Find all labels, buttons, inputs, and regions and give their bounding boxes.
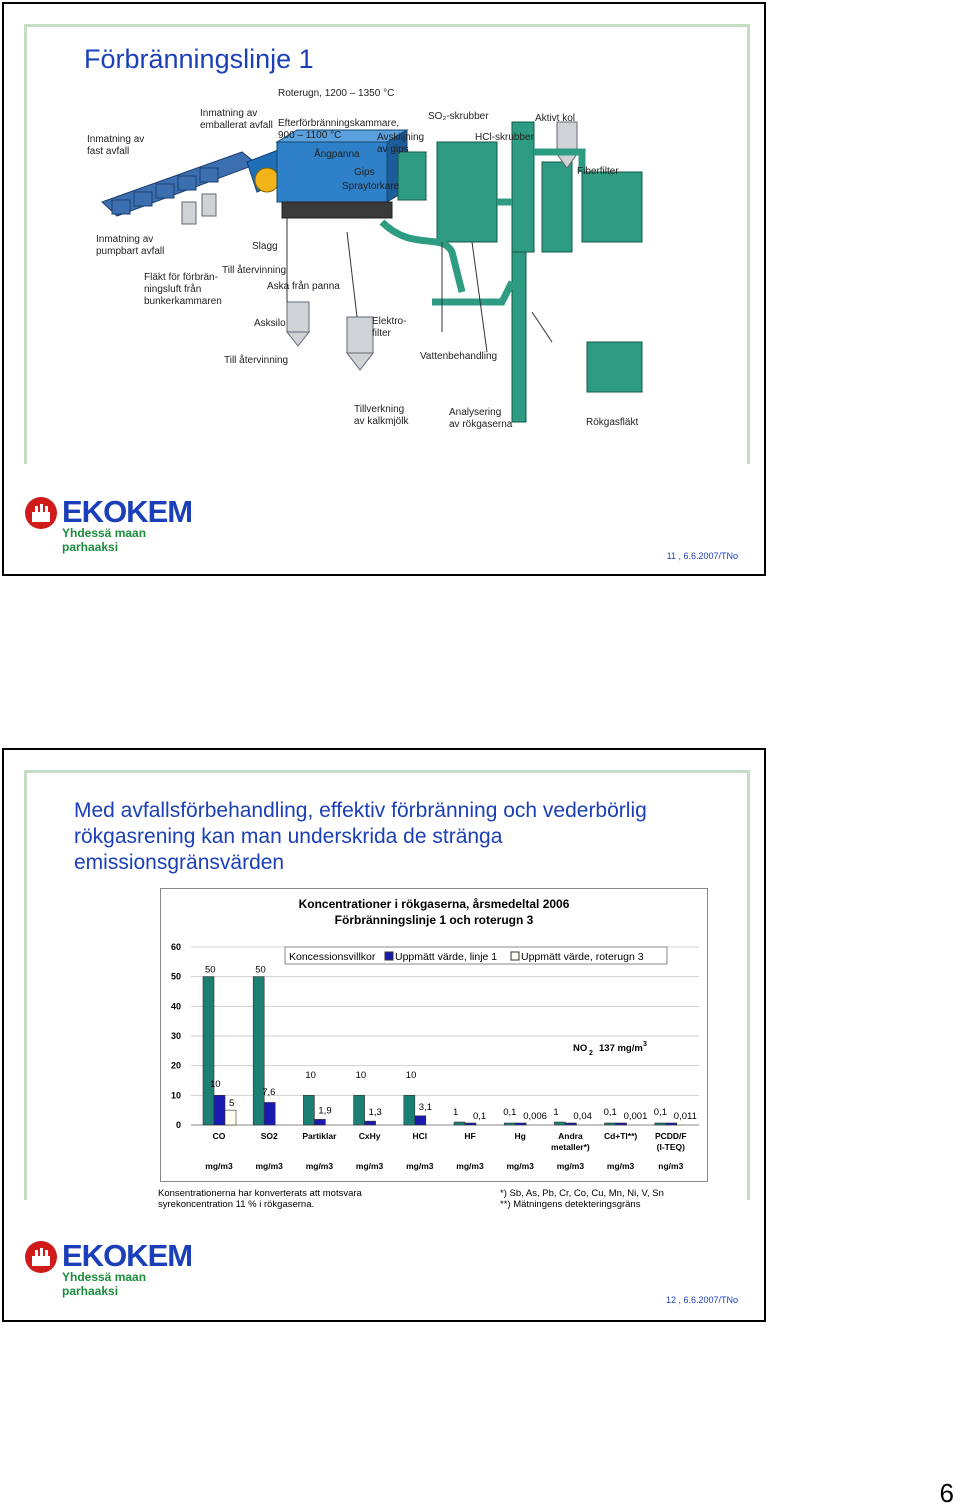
data-label: 7,6 [262,1087,276,1098]
logo-name: EKOKEM [62,494,193,529]
data-label: 50 [205,964,216,976]
legend-label: Uppmätt värde, roterugn 3 [521,951,644,963]
note-right [500,1188,664,1210]
category-label: CO [212,1131,226,1141]
bar [404,1095,415,1125]
slide-footer: 11 , 6.6.2007/TNo [666,551,738,561]
unit-label: mg/m3 [205,1161,233,1171]
note-right-line: **) Mätningens detekteringsgräns [500,1199,641,1210]
category-label: CxHy [358,1131,381,1141]
label-so2-scrubber: SO₂-skrubber [428,111,489,122]
logo-slogan: Yhdessä maan parhaaksi [62,1270,147,1298]
data-label: 10 [210,1079,221,1090]
data-label: 0,04 [573,1111,592,1122]
unit-label: mg/m3 [255,1161,283,1171]
data-label: 0,1 [653,1107,668,1118]
data-label: 0,1 [503,1107,517,1118]
label-ash-silo: Asksilo [254,318,286,329]
slide-footer: 12 , 6.6.2007/TNo [665,1295,738,1305]
label-flue-gas-analysis: Analysering av rökgaserna [449,407,513,430]
ekokem-logo [24,1238,194,1298]
bar [264,1102,275,1125]
bar [655,1123,666,1125]
category-label: HCl [412,1131,428,1141]
y-tick-label: 0 [175,1120,181,1130]
label-boiler: Ångpanna [314,149,360,160]
y-tick-label: 30 [170,1031,181,1041]
data-label: 0,011 [673,1111,697,1122]
label-recycling-1: Till återvinning [222,265,287,276]
bar [616,1123,627,1125]
emissions-chart [160,888,708,1182]
data-label: 0,001 [623,1111,648,1122]
annotation-no2: NO [573,1043,588,1054]
bar [214,1095,225,1125]
category-label: Partiklar [302,1131,337,1141]
label-fiber-filter: Fiberfilter [577,166,619,177]
data-label: 0,006 [523,1111,547,1122]
note-left-line: syrekoncentration 11 % i rökgaserna. [158,1199,315,1210]
unit-label: mg/m3 [305,1161,334,1171]
label-afterburner: Efterförbränningskammare, 900 – 1100 °C [278,118,400,141]
data-label: 1,3 [368,1107,382,1119]
label-recycling-2: Till återvinning [224,355,289,366]
unit-label: mg/m3 [355,1161,384,1171]
category-label: SO2 [260,1131,278,1141]
page-number: 6 [939,1478,954,1508]
data-label: 50 [255,964,266,976]
label-gypsum-separation: Avskiljning av gips [377,132,425,155]
y-tick-label: 60 [170,942,181,952]
data-label: 10 [355,1070,367,1081]
bar [454,1122,465,1125]
data-label: 0,1 [473,1111,487,1122]
category-label: Hg [514,1131,526,1141]
label-water-treatment: Vattenbehandling [420,351,498,362]
data-label: 1 [453,1107,459,1118]
data-label: 0,1 [603,1107,617,1118]
category-label: Andra [558,1131,583,1141]
data-label: 10 [305,1070,316,1081]
bar [415,1116,426,1125]
legend-label: Uppmätt värde, linje 1 [395,951,498,963]
note-right-line: *) Sb, As, Pb, Cr, Co, Cu, Mn, Ni, V, Sn [500,1188,664,1199]
y-tick-label: 40 [170,1001,181,1012]
bar [203,977,214,1125]
logo-name: EKOKEM [62,1238,193,1273]
legend-swatch [385,952,393,960]
label-rotary-kiln: Roterugn, 1200 – 1350 °C [278,88,395,99]
annotation-subscript: 2 [589,1050,593,1057]
label-pumpable-feed: Inmatning av pumpbart avfall [96,234,165,257]
category-label: PCDD/F [654,1131,687,1141]
label-lime-milk: Tillverkning av kalkmjölk [354,404,409,427]
ekokem-logo [24,494,194,554]
feed-conveyor [102,152,257,216]
bar [565,1123,576,1125]
bar [225,1110,236,1125]
bar [303,1095,314,1125]
bar [515,1123,526,1125]
bar [465,1123,476,1125]
y-tick-label: 10 [170,1090,181,1101]
slide-2 [2,748,766,1322]
unit-label: mg/m3 [406,1161,434,1171]
label-packaged-feed: Inmatning av emballerat avfall [200,108,273,131]
label-boiler-ash: Aska från panna [267,281,340,292]
legend-swatch [511,952,519,960]
bar [666,1123,677,1125]
unit-label: mg/m3 [606,1161,635,1171]
logo-slogan: Yhdessä maan parhaaksi [62,526,147,554]
data-label: 1,9 [318,1105,332,1117]
bar [253,977,264,1125]
category-label: (I-TEQ) [656,1142,685,1152]
annotation-value: 137 mg/m [599,1043,643,1054]
y-tick-label: 50 [170,971,181,982]
slide-title: Med avfallsförbehandling, effektiv förbränning och vederbörlig rökgasrening kan man underskrida de stränga emissionsgränsvärden [74,799,647,874]
ekokem-logo-mark [24,1240,58,1274]
category-label: metaller*) [551,1142,590,1152]
unit-label: mg/m3 [506,1161,534,1171]
unit-label: ng/m3 [658,1161,684,1171]
bar [504,1123,515,1125]
data-label: 3,1 [418,1101,433,1113]
bar [365,1121,376,1125]
legend-label: Koncessionsvillkor [289,951,376,963]
label-hcl-scrubber: HCl-skrubber [475,132,534,143]
slide-title: Förbränningslinje 1 [84,44,314,74]
category-label: Cd+Tl**) [603,1131,638,1141]
unit-label: mg/m3 [456,1161,484,1171]
chart-plot [161,889,709,1183]
data-label: 1 [553,1107,559,1118]
incineration-process-diagram [82,82,702,442]
chart-title: Koncentrationer i rökgaserna, årsmedeltal 2006 [298,897,570,911]
ekokem-logo-mark [24,496,58,530]
bar [354,1095,365,1125]
bar [605,1123,616,1125]
data-label: 10 [405,1070,417,1081]
label-electrostatic-filter: Elektro-filter [372,316,407,339]
label-slag: Slagg [252,241,278,252]
label-activated-carbon: Aktivt kol [535,113,576,124]
label-flue-gas-fan: Rökgasfläkt [586,417,639,428]
unit-label: mg/m3 [556,1161,585,1171]
label-combustion-fan: Fläkt för förbrän-ningsluft från bunkerkammaren [144,272,222,307]
annotation-superscript: 3 [643,1041,647,1048]
y-tick-label: 20 [170,1060,181,1071]
label-gypsum: Gips [354,167,375,178]
label-spray-dryer: Spraytorkare [342,181,400,192]
bar [554,1122,565,1125]
chart-subtitle: Förbränningslinje 1 och roterugn 3 [334,913,534,927]
label-fast-feed: Inmatning av fast avfall [87,134,145,157]
slide-1 [2,2,766,576]
category-label: HF [464,1131,476,1141]
bar [314,1119,325,1125]
note-left-line: Konsentrationerna har konverterats att motsvara [158,1188,362,1199]
data-label: 5 [229,1098,235,1110]
note-left [158,1188,362,1210]
